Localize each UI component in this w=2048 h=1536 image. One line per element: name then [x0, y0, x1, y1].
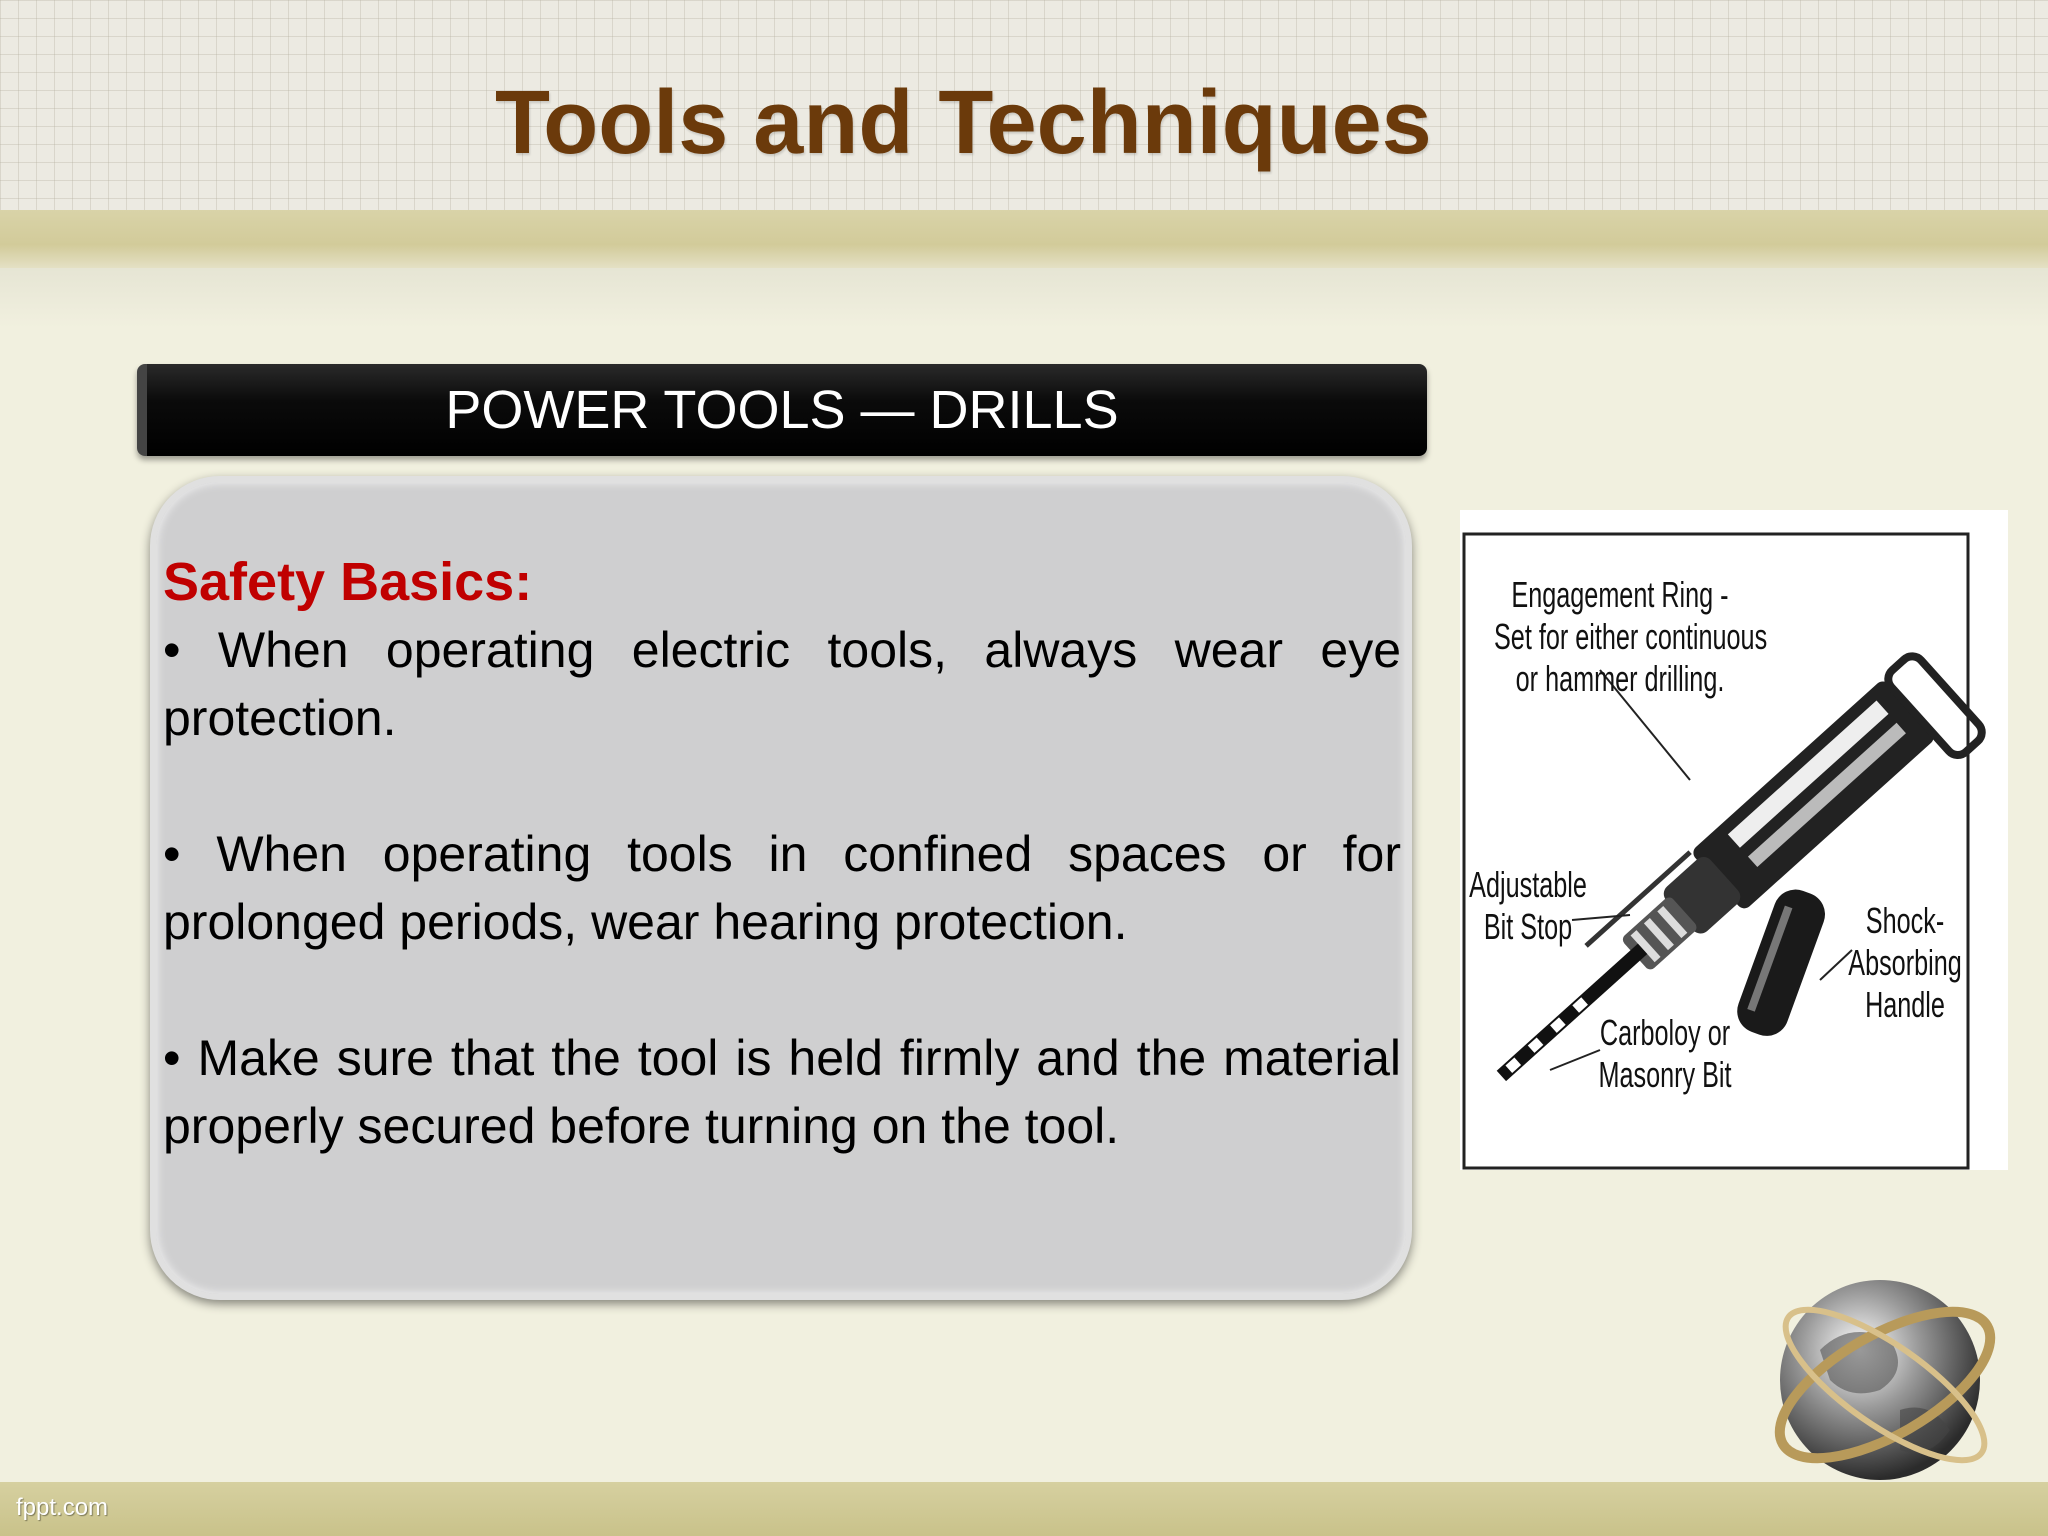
label-bit-stop [1458, 864, 1598, 948]
label-line: Bit Stop [1483, 906, 1573, 947]
content-text [163, 548, 1401, 1160]
bullet-item: • When operating tools in confined spaces or for prolonged periods, wear hearing protection. [163, 826, 1401, 950]
safety-heading: Safety Basics: [163, 552, 533, 612]
slide-title: Tools and Techniques [495, 73, 1432, 173]
label-line: Adjustable [1469, 864, 1587, 905]
label-line: or hammer drilling. [1515, 658, 1725, 699]
label-line: Shock- [1865, 900, 1945, 941]
label-engagement-ring [1494, 574, 1768, 700]
label-carboloy-bit [1578, 1012, 1753, 1096]
label-handle [1832, 900, 1979, 1026]
label-line: Masonry Bit [1598, 1054, 1732, 1095]
label-line: Handle [1865, 984, 1945, 1025]
label-line: Carboloy or [1599, 1012, 1731, 1053]
globe-logo [1760, 1260, 2010, 1510]
label-line: Engagement Ring - [1511, 574, 1729, 615]
label-line: Set for either continuous [1494, 616, 1768, 657]
header-band [0, 210, 2048, 268]
label-line: Absorbing [1848, 942, 1962, 983]
footer-band [0, 1482, 2048, 1536]
header-fade [0, 268, 2048, 328]
section-bar-label: POWER TOOLS — DRILLS [445, 380, 1119, 440]
drill-figure [1460, 510, 2008, 1170]
bullet-item: • Make sure that the tool is held firmly and the material properly secured before turning on the tool. [163, 1030, 1401, 1154]
bullet-item: • When operating electric tools, always wear eye protection. [163, 622, 1401, 746]
footer-brand: fppt.com [16, 1494, 109, 1521]
